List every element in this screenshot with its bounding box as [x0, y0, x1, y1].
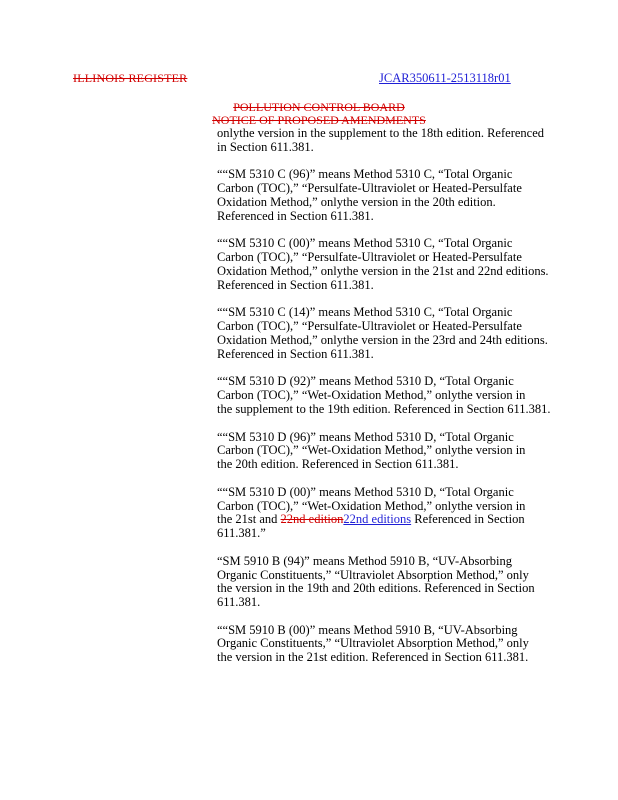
- text-line: ““SM 5310 D (96)” means Method 5310 D, “Total Organic: [217, 429, 514, 444]
- paragraph-sm5310d-96: [217, 431, 557, 472]
- text-line: Carbon (TOC),” “Wet-Oxidation Method,” onlythe version in: [217, 443, 526, 458]
- notice-title: NOTICE OF PROPOSED AMENDMENTS: [212, 113, 426, 127]
- text-line: 611.381.: [217, 595, 261, 610]
- text-line: 611.381.”: [217, 526, 266, 541]
- text-line: Referenced in Section 611.381.: [217, 346, 374, 361]
- text-run: st and: [247, 512, 281, 527]
- paragraph-sm5910b-00: [217, 624, 557, 665]
- text-line: Organic Constituents,” “Ultraviolet Absorption Method,” only: [217, 636, 529, 651]
- paragraph-sm5910b-94: [217, 555, 557, 610]
- text-line: the version in the 21st edition. Referenced in Section 611.381.: [217, 650, 529, 665]
- text-line: the supplement to the 19th edition. Referenced in Section 611.381.: [217, 401, 551, 416]
- text-line-tracked-changes: [217, 513, 557, 527]
- jcar-number: JCAR350611-2513118r01: [379, 71, 511, 85]
- text-run: the 21: [217, 512, 248, 527]
- paragraph-sm5310c-00: [217, 237, 557, 292]
- text-line: Carbon (TOC),” “Persulfate-Ultraviolet or Heated-Persulfate: [217, 250, 522, 265]
- text-line: Carbon (TOC),” “Persulfate-Ultraviolet or Heated-Persulfate: [217, 319, 522, 334]
- paragraph-1: [217, 127, 557, 155]
- text-line: Organic Constituents,” “Ultraviolet Absorption Method,” only: [217, 567, 529, 582]
- text-line: ““SM 5910 B (00)” means Method 5910 B, “UV-Absorbing: [217, 622, 518, 637]
- text-line: Oxidation Method,” onlythe version in the 23rd and 24th editions.: [217, 332, 548, 347]
- text-line: Referenced in Section 611.381.: [217, 277, 374, 292]
- inserted-text: 22nd editions: [343, 512, 412, 527]
- register-title: ILLINOIS REGISTER: [73, 71, 188, 85]
- text-line: ““SM 5310 C (00)” means Method 5310 C, “Total Organic: [217, 236, 513, 251]
- text-line: the 20th edition. Referenced in Section 611.381.: [217, 457, 459, 472]
- text-line: onlythe version in the supplement to the 18th edition. Referenced: [217, 126, 545, 140]
- text-line: the version in the 19th and 20th editions. Referenced in Section: [217, 581, 535, 596]
- text-line: “SM 5910 B (94)” means Method 5910 B, “UV-Absorbing: [217, 553, 513, 568]
- text-line: Carbon (TOC),” “Wet-Oxidation Method,” onlythe version in: [217, 388, 526, 403]
- document-body: [217, 127, 557, 679]
- text-line: Carbon (TOC),” “Persulfate-Ultraviolet or Heated-Persulfate: [217, 181, 522, 196]
- text-line: ““SM 5310 C (14)” means Method 5310 C, “Total Organic: [217, 305, 513, 320]
- paragraph-sm5310d-92: [217, 375, 557, 416]
- text-line: Oxidation Method,” onlythe version in the 21st and 22nd editions.: [217, 263, 549, 278]
- text-line: ““SM 5310 D (92)” means Method 5310 D, “Total Organic: [217, 374, 514, 389]
- deleted-text: 22nd edition: [280, 512, 344, 527]
- paragraph-sm5310c-96: [217, 168, 557, 223]
- text-line: Carbon (TOC),” “Wet-Oxidation Method,” onlythe version in: [217, 498, 526, 513]
- text-line: in Section 611.381.: [217, 139, 314, 154]
- text-line: Oxidation Method,” onlythe version in the 20th edition.: [217, 194, 496, 209]
- text-run: Referenced in Section: [411, 512, 525, 527]
- board-name: POLLUTION CONTROL BOARD: [233, 100, 405, 114]
- paragraph-sm5310d-00: [217, 486, 557, 541]
- text-line: ““SM 5310 D (00)” means Method 5310 D, “Total Organic: [217, 484, 514, 499]
- text-line: ““SM 5310 C (96)” means Method 5310 C, “Total Organic: [217, 167, 513, 182]
- paragraph-sm5310c-14: [217, 306, 557, 361]
- text-line: Referenced in Section 611.381.: [217, 208, 374, 223]
